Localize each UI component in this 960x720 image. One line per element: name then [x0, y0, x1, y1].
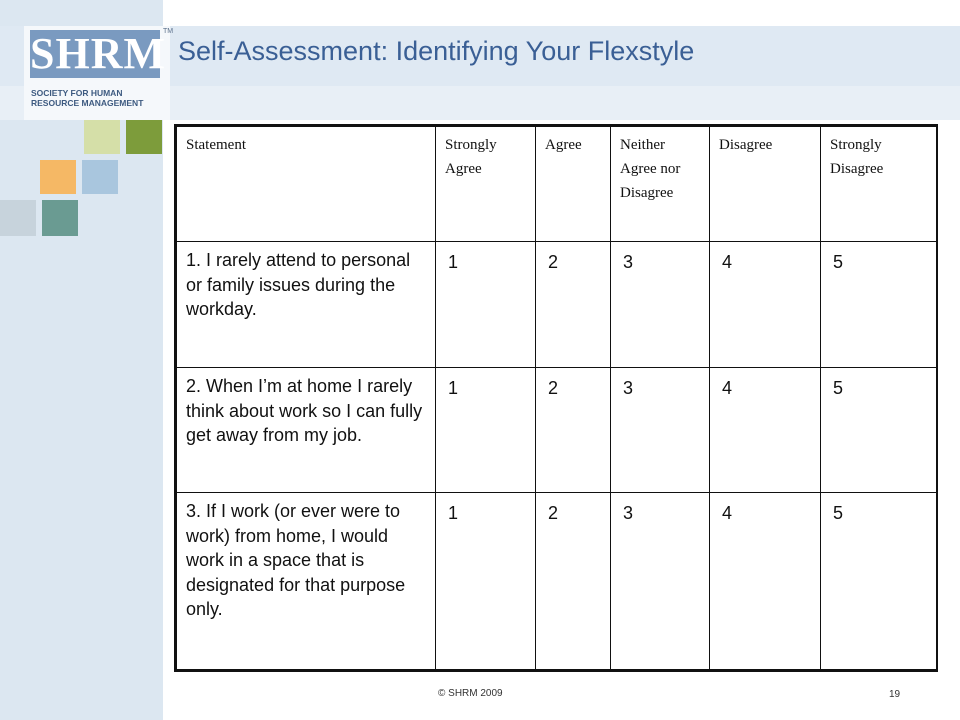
- header-statement: Statement: [177, 127, 436, 242]
- logo-subtitle: SOCIETY FOR HUMAN RESOURCE MANAGEMENT: [31, 88, 144, 108]
- assessment-table: [174, 124, 938, 672]
- table-row: [177, 242, 937, 368]
- header-strongly-disagree: Strongly Disagree: [821, 127, 937, 242]
- rating-cell: 1: [436, 368, 536, 493]
- rating-cell: 4: [710, 368, 821, 493]
- table-row: [177, 368, 937, 493]
- rating-cell: 2: [536, 493, 611, 670]
- rating-cell: 2: [536, 242, 611, 368]
- rating-cell: 2: [536, 368, 611, 493]
- rating-cell: 1: [436, 242, 536, 368]
- rating-cell: 4: [710, 493, 821, 670]
- shrm-logo: SHRM: [30, 29, 166, 78]
- decor-square: [40, 160, 76, 194]
- slide-title: Self-Assessment: Identifying Your Flexstyle: [178, 36, 695, 66]
- rating-cell: 3: [611, 368, 710, 493]
- rating-cell: 5: [821, 493, 937, 670]
- copyright-footer: © SHRM 2009: [438, 688, 503, 699]
- decor-square: [84, 120, 120, 154]
- trademark-mark: TM: [163, 28, 174, 35]
- rating-cell: 3: [611, 242, 710, 368]
- rating-cell: 4: [710, 242, 821, 368]
- header-neither: Neither Agree nor Disagree: [611, 127, 710, 242]
- header-agree: Agree: [536, 127, 611, 242]
- table-header-row: [177, 127, 937, 242]
- decor-square: [42, 200, 78, 236]
- header-disagree: Disagree: [710, 127, 821, 242]
- rating-cell: 5: [821, 368, 937, 493]
- decor-square: [126, 120, 162, 154]
- table-row: [177, 493, 937, 670]
- rating-cell: 3: [611, 493, 710, 670]
- statement-cell: 1. I rarely attend to personal or family issues during the workday.: [177, 242, 436, 368]
- header-strongly-agree: Strongly Agree: [436, 127, 536, 242]
- rating-cell: 5: [821, 242, 937, 368]
- page-number: 19: [889, 689, 901, 700]
- rating-cell: 1: [436, 493, 536, 670]
- statement-cell: 2. When I’m at home I rarely think about work so I can fully get away from my job.: [177, 368, 436, 493]
- decor-square: [0, 200, 36, 236]
- statement-cell: 3. If I work (or ever were to work) from home, I would work in a space that is designated for that purpose only.: [177, 493, 436, 670]
- decor-square: [82, 160, 118, 194]
